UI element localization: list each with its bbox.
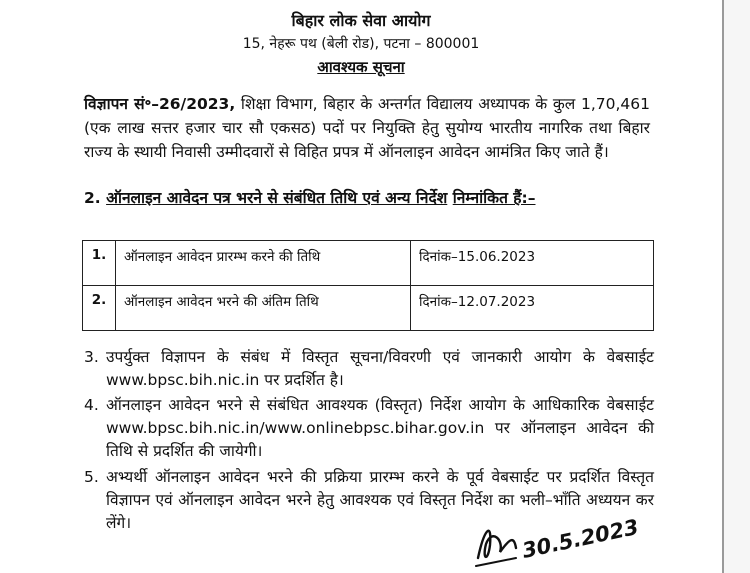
- page-edge-shadow: [724, 0, 750, 573]
- organization-address: 15, नेहरू पथ (बेली रोड), पटना – 800001: [242, 36, 480, 52]
- row-label: ऑनलाइन आवेदन प्रारम्भ करने की तिथि: [116, 241, 411, 286]
- item-text: ऑनलाइन आवेदन भरने से संबंधित आवश्यक (विस्तृत) निर्देश आयोग के आधिकारिक वेबसाईट www.bpsc.bih.nic.in/www.onlinebpsc.bihar.gov.in पर ऑनलाइन आवेदन की तिथि से प्रदर्शित की जायेगी।: [106, 396, 654, 460]
- page-edge-border: [722, 0, 724, 573]
- instructions-heading: [84, 186, 650, 210]
- item-number: 5.: [84, 468, 99, 486]
- table-row: [83, 241, 654, 286]
- signature-date: 30.5.2023: [520, 514, 641, 563]
- row-number: 1.: [83, 241, 116, 286]
- instructions-number: 2.: [84, 189, 101, 207]
- table-row: [83, 286, 654, 331]
- row-date-value: दिनांक–12.07.2023: [411, 286, 654, 331]
- item-text: अभ्यर्थी ऑनलाइन आवेदन भरने की प्रक्रिया प्रारम्भ करने के पूर्व वेबसाईट पर प्रदर्शित विस्तृत विज्ञापन एवं ऑनलाइन आवेदन भरने हेतु आवश्यक एवं विस्तृत निर्देश का भली–भाँति अध्ययन कर लेंगे।: [106, 468, 654, 532]
- instructions-tail: निम्नांकित हैं:–: [452, 189, 536, 207]
- notice-header: [0, 10, 722, 78]
- item-number: 4.: [84, 396, 99, 414]
- item-number: 3.: [84, 348, 99, 366]
- dates-table: [82, 240, 654, 331]
- row-label: ऑनलाइन आवेदन भरने की अंतिम तिथि: [116, 286, 411, 331]
- advertisement-paragraph: [84, 92, 650, 164]
- handwritten-signature: [470, 500, 650, 570]
- item-text: उपर्युक्त विज्ञापन के संबंध में विस्तृत सूचना/विवरणी एवं जानकारी आयोग के वेबसाईट www.bpsc.bih.nic.in पर प्रदर्शित है।: [106, 348, 654, 389]
- advertisement-text: शिक्षा विभाग, बिहार के अन्तर्गत विद्यालय अध्यापक के कुल 1,70,461 (एक लाख सत्तर हजार चार सौ एकसठ) पदों पर नियुक्ति हेतु सुयोग्य भारतीय नागरिक तथा बिहार राज्य के स्थायी निवासी उम्मीदवारों से विहित प्रपत्र में ऑनलाइन आवेदन आमंत्रित किए जाते हैं।: [84, 95, 651, 161]
- instructions-text: ऑनलाइन आवेदन पत्र भरने से संबंधित तिथि एवं अन्य निर्देश: [106, 189, 448, 207]
- list-item: [84, 394, 654, 463]
- row-number: 2.: [83, 286, 116, 331]
- row-date-value: दिनांक–15.06.2023: [411, 241, 654, 286]
- advertisement-number: विज्ञापन सं॰–26/2023,: [84, 95, 236, 113]
- organization-name: बिहार लोक सेवा आयोग: [291, 11, 431, 30]
- list-item: [84, 346, 654, 392]
- notice-heading: आवश्यक सूचना: [317, 58, 405, 76]
